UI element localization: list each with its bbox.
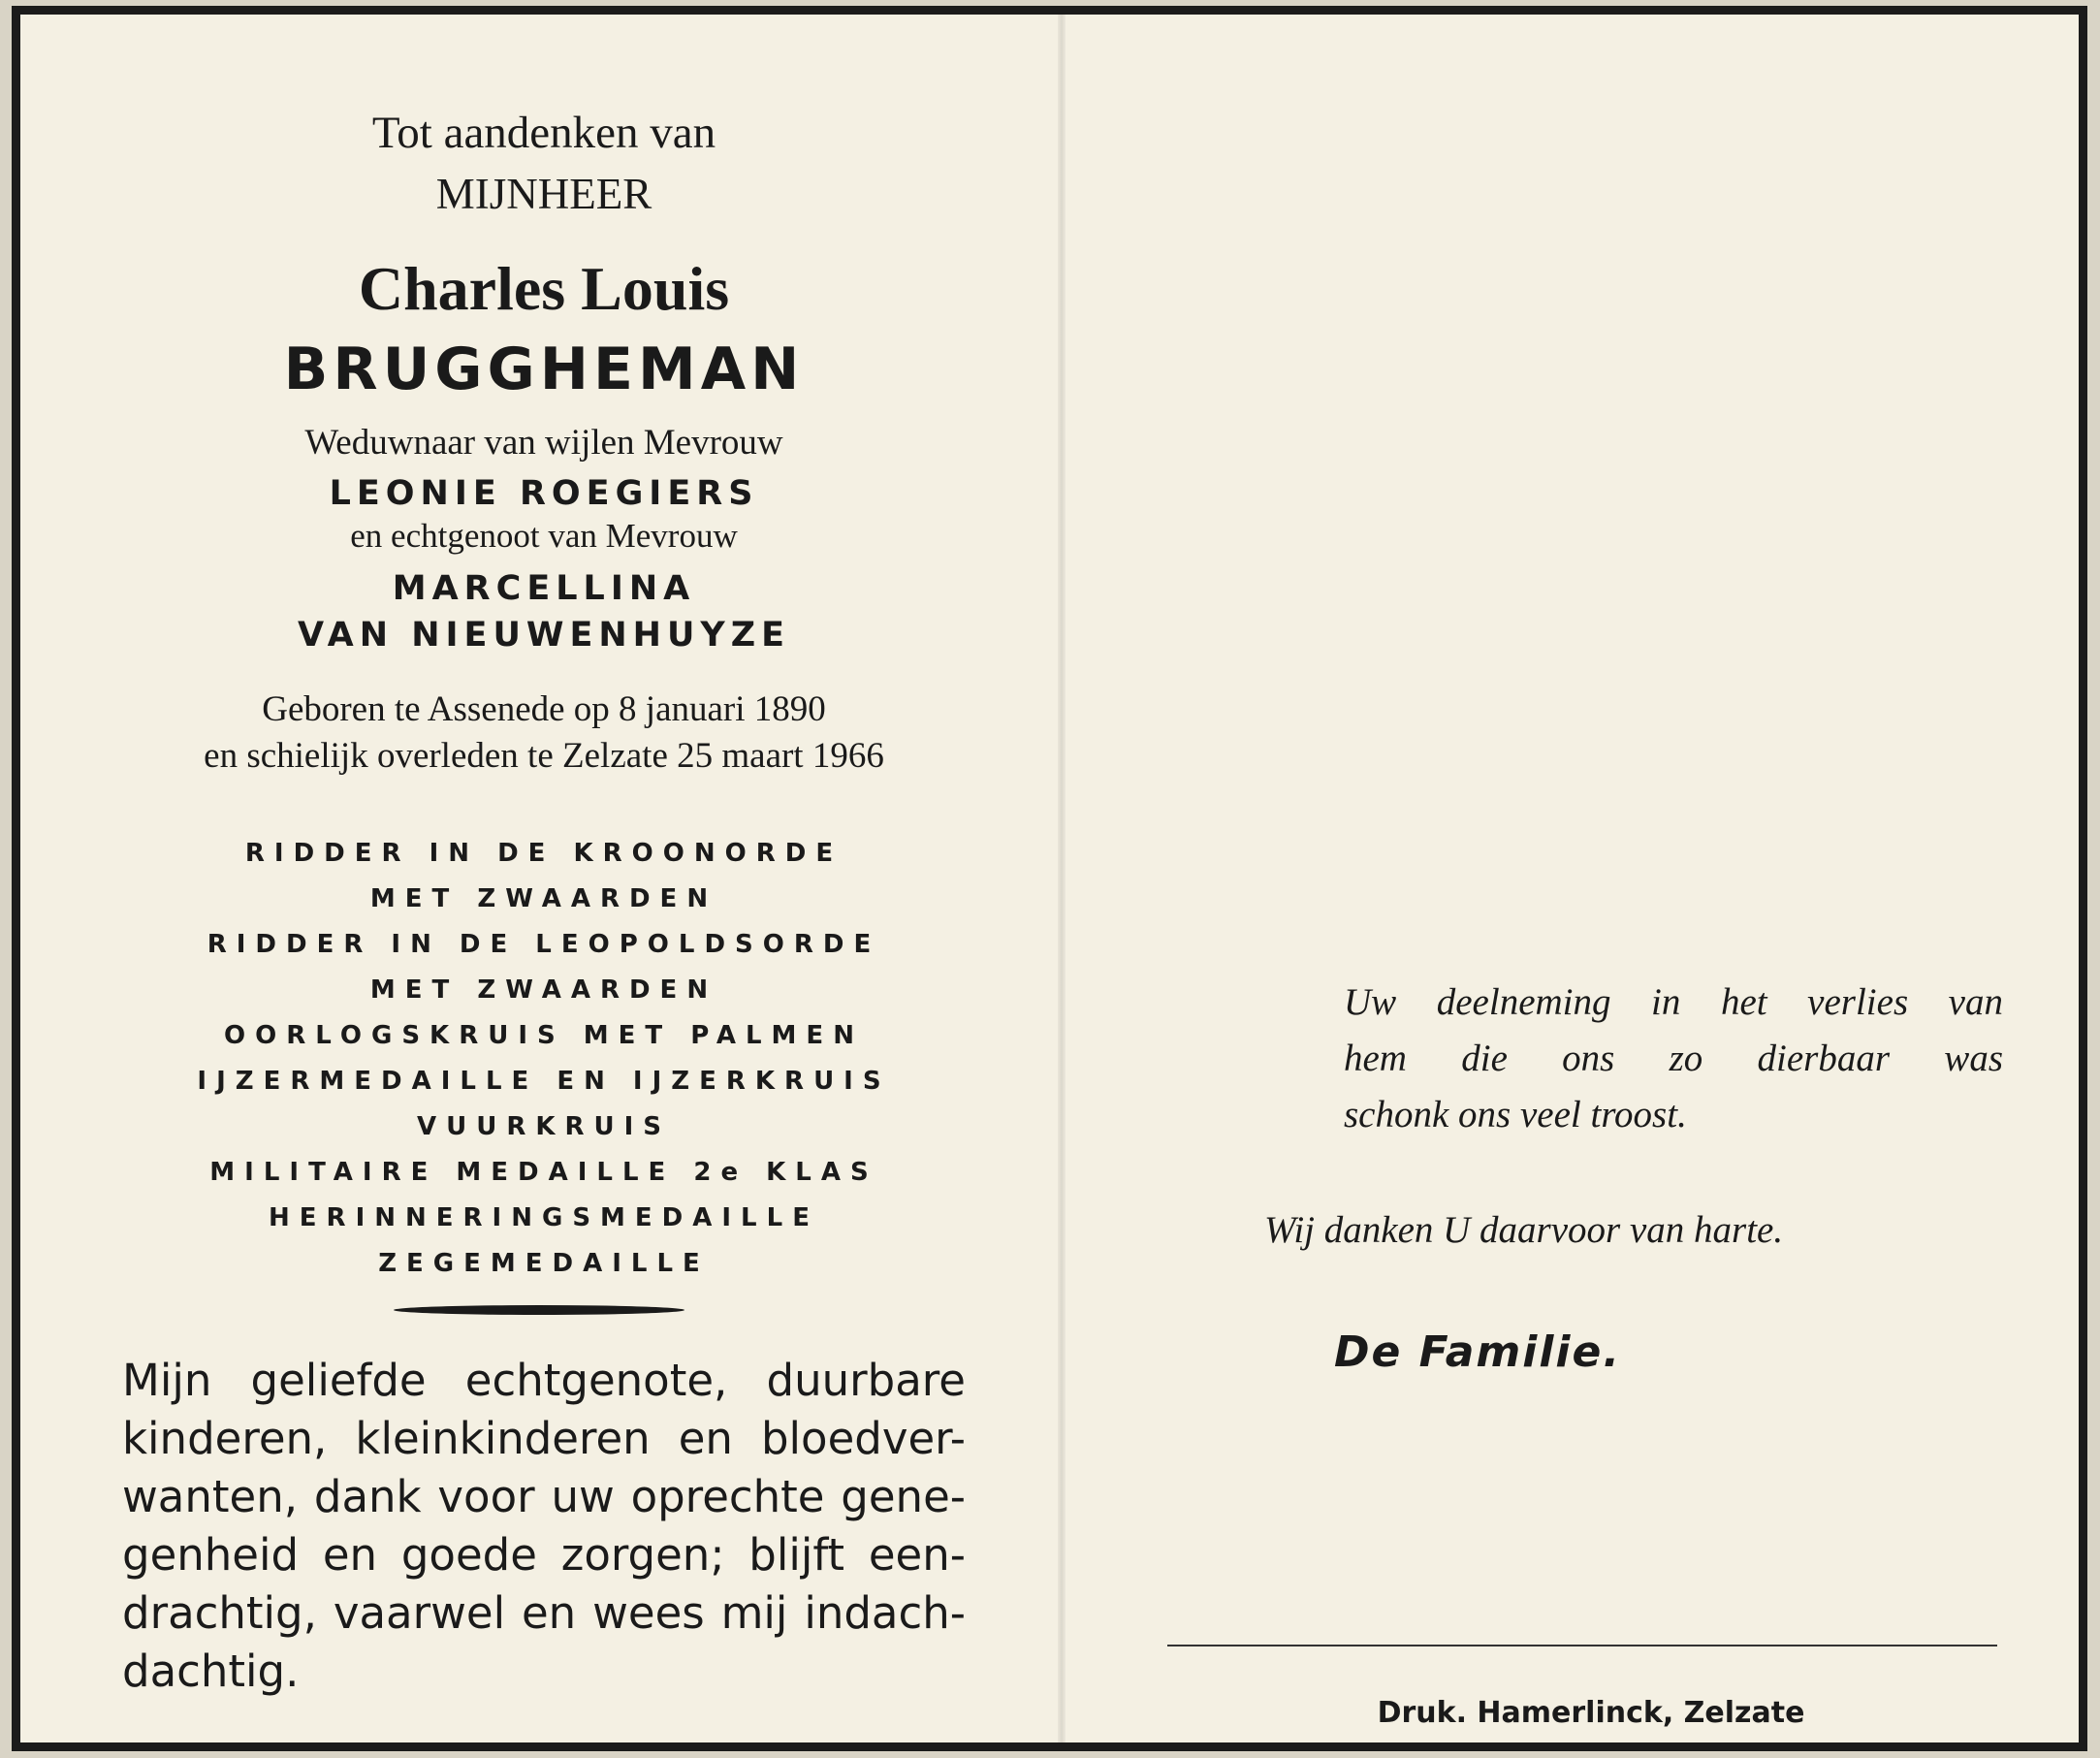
footer-divider xyxy=(1167,1645,1997,1646)
honor-item: IJZERMEDAILLE EN IJZERKRUIS xyxy=(197,1067,891,1096)
printer-credit: Druk. Hamerlinck, Zelzate xyxy=(1377,1696,1805,1730)
first-names: Charles Louis xyxy=(358,254,730,323)
farewell-line: drachtig, vaarwel en wees mij indach- xyxy=(122,1587,966,1639)
signature: De Familie. xyxy=(1334,1327,1622,1377)
second-wife-name: MARCELLINA xyxy=(392,569,696,608)
birth-line: Geboren te Assenede op 8 januari 1890 xyxy=(262,689,826,729)
thanks-line: hem die ons zo dierbaar was xyxy=(1344,1038,2003,1079)
thanks-closing: Wij danken U daarvoor van harte. xyxy=(1264,1209,1784,1251)
intro-text: Tot aandenken van xyxy=(371,108,716,158)
honor-item: VUURKRUIS xyxy=(416,1112,672,1141)
thanks-line: Uw deelneming in het verlies van xyxy=(1344,981,2003,1023)
honor-item: MET ZWAARDEN xyxy=(369,884,718,913)
farewell-line: wanten, dank voor uw oprechte gene- xyxy=(122,1471,966,1522)
farewell-line: genheid en goede zorgen; blijft een- xyxy=(122,1529,966,1581)
honor-item: HERINNERINGSMEDAILLE xyxy=(269,1203,819,1232)
farewell-line: Mijn geliefde echtgenote, duurbare xyxy=(122,1355,966,1406)
spouse-line: en echtgenoot van Mevrouw xyxy=(350,517,738,555)
ornamental-rule xyxy=(394,1305,684,1315)
thanks-text xyxy=(1344,975,2003,1143)
second-wife-surname: VAN NIEUWENHUYZE xyxy=(297,616,791,655)
farewell-line: dachtig. xyxy=(122,1646,300,1697)
honor-item: ZEGEMEDAILLE xyxy=(378,1249,710,1278)
memorial-card xyxy=(12,6,2087,1751)
honor-item: OORLOGSKRUIS MET PALMEN xyxy=(224,1021,864,1050)
thanks-line: schonk ons veel troost. xyxy=(1344,1094,1687,1135)
widower-line: Weduwnaar van wijlen Mevrouw xyxy=(304,423,783,463)
farewell-text xyxy=(122,1352,966,1701)
honor-item: RIDDER IN DE KROONORDE xyxy=(244,839,843,868)
honor-item: RIDDER IN DE LEOPOLDSORDE xyxy=(207,930,881,959)
first-wife-name: LEONIE ROEGIERS xyxy=(329,474,759,513)
surname: BRUGGHEMAN xyxy=(283,336,805,403)
honorific: MIJNHEER xyxy=(435,170,652,218)
death-line: en schielijk overleden te Zelzate 25 maart 1966 xyxy=(204,736,884,776)
farewell-line: kinderen, kleinkinderen en bloedver- xyxy=(122,1413,966,1464)
honor-item: MILITAIRE MEDAILLE 2e KLAS xyxy=(209,1158,878,1187)
honor-item: MET ZWAARDEN xyxy=(369,975,718,1005)
